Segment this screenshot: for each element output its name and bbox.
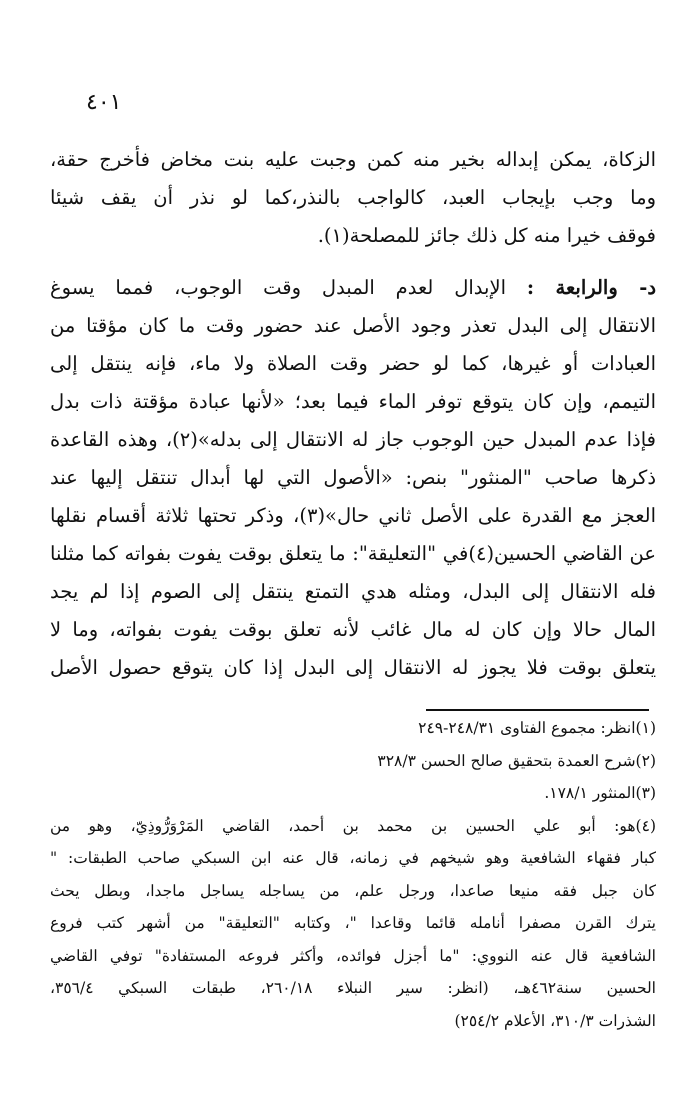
footnote-1: (١)انظر: مجموع الفتاوى ٢٤٨/٣١-٢٤٩ [418,719,656,737]
body-line: العجز مع القدرة على الأصل ثاني حال»(٣)، وذكر تحتها ثلاثة أقسام نقلها [50,504,656,527]
body-line: فإذا عدم المبدل حين الوجوب جاز له الانتقال إلى بدله»(٢)، وهذه القاعدة [50,428,656,451]
footnote-4-line: كبار فقهاء الشافعية وهو شيخهم في زمانه، قال عنه ابن السبكي صاحب الطبقات: " [50,849,656,867]
footnote-4-line: (٤)هو: أبو علي الحسين بن محمد بن أحمد، القاضي المَرْوَرُّوذِيّ، وهو من [50,816,656,835]
body-line: فله الانتقال إلى البدل، ومثله هدي التمتع ينتقل إلى الصوم إذا لم يجد [50,580,656,603]
footnote-4-line: الحسين سنة٤٦٢هـ، (انظر: سير النبلاء ٢٦٠/١٨، طبقات السبكي ٣٥٦/٤، [50,979,656,997]
body-line: وما وجب بإيجاب العبد، كالواجب بالنذر،كما لو نذر أن يقف شيئا [50,186,656,209]
body-line: الانتقال إلى البدل تعذر وجود الأصل عند حضور وقت ما كان مؤقتا من [50,314,656,337]
body-line [50,269,656,307]
footnote-4-line: يترك القرن مصفرا أنامله قائما وقاعدا "، وكتابه "التعليقة" من أشهر كتب فروع [50,914,656,932]
footnote-2: (٢)شرح العمدة بتحقيق صالح الحسن ٣٢٨/٣ [377,751,656,770]
body-line: فوقف خيرا منه كل ذلك جائز للمصلحة(١). [317,224,656,247]
footnote-4-line: كان جبل فقه منيعا صاعدا، ورجل علم، من يساجله يساجل ماجدا، وبطل يحث [50,881,656,900]
body-line: يتعلق بوقت فلا يجوز له الانتقال إلى البدل إذا كان يتوقع حصول الأصل [50,656,656,679]
footnote-3: (٣)المنثور ١٧٨/١. [544,784,656,802]
body-line: التيمم، وإن كان يتوقع توفر الماء فيما بعد؛ «لأنها عبادة مؤقتة ذات بدل [50,390,656,413]
body-line: المال حالا وإن كان له مال غائب لأنه تعلق بوقت يفوت بفواته، وما لا [50,618,656,641]
paragraph-gap [50,255,656,269]
page-number: ٤٠١ [86,90,122,115]
footnote-4-line: الشافعية قال عنه النووي: "ما أجزل فوائده، وأكثر فروعه المستفادة" توفي القاضي [50,946,656,965]
body-line: ذكرها صاحب "المنثور" بنص: «الأصول التي لها أبدال تنتقل إليها عند [50,466,656,489]
body-line: الزكاة، يمكن إبداله بخير منه كمن وجبت عليه بنت مخاض فأخرج حقة، [50,148,656,171]
body-line: العبادات أو غيرها، كما لو حضر وقت الصلاة ولا ماء، فإنه ينتقل إلى [50,352,656,375]
footnote-4-line: الشذرات ٣١٠/٣، الأعلام ٢٥٤/٢) [454,1011,656,1030]
body-line-text: الإبدال لعدم المبدل وقت الوجوب، فمما يسوغ [50,276,506,299]
main-text [50,141,656,687]
footnotes [50,712,656,1037]
body-line: عن القاضي الحسين(٤)في "التعليقة": ما يتعلق بوقت يفوت بفواته كما مثلنا [50,542,656,565]
footnote-divider [426,709,649,711]
paragraph-lead: د- والرابعة : [526,276,656,299]
